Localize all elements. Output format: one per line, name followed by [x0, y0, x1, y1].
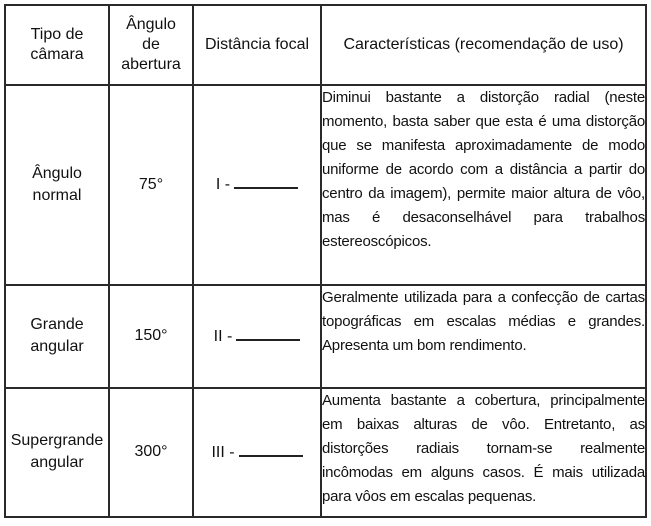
characteristics-text: Diminui bastante a distorção radial (neste momento, basta saber que esta é uma distorção que se manifesta aproximadamente de modo uniforme de acordo com a distância a partir do centro da imagem), permite maior altura de vôo, mas é desaconselhável para trabalhos estereoscópicos.	[322, 89, 645, 250]
header-opening-angle-text: Ângulo de abertura	[121, 16, 181, 73]
table-row	[5, 285, 646, 388]
camera-type-cell	[5, 285, 109, 388]
focal-distance-blank[interactable]	[236, 325, 300, 341]
opening-angle-text: 150°	[134, 327, 168, 345]
characteristics-cell	[321, 285, 646, 388]
focal-distance-cell	[193, 85, 321, 285]
header-camera-type	[5, 5, 109, 85]
camera-type-text: Supergrande angular	[10, 432, 104, 472]
characteristics-text: Geralmente utilizada para a confecção de cartas topográficas em escalas médias e grandes. Apresenta um bom rendimento.	[322, 288, 645, 354]
header-characteristics-text: Características (recomendação de uso)	[343, 36, 624, 53]
opening-angle-text: 75°	[138, 175, 164, 193]
focal-distance-cell	[193, 285, 321, 388]
table-row	[5, 388, 646, 517]
table-row	[5, 85, 646, 285]
focal-distance-label: II -	[213, 327, 233, 345]
focal-distance-cell	[193, 388, 321, 517]
camera-type-cell	[5, 388, 109, 517]
focal-distance-blank[interactable]	[234, 173, 298, 189]
header-opening-angle	[109, 5, 193, 85]
focal-distance-label: III -	[211, 443, 235, 461]
header-row	[5, 5, 646, 85]
characteristics-cell	[321, 85, 646, 285]
header-characteristics	[321, 5, 646, 85]
opening-angle-text: 300°	[134, 443, 168, 461]
header-camera-type-text: Tipo de câmara	[30, 26, 84, 63]
camera-types-table	[4, 4, 647, 518]
header-focal-distance-text: Distância focal	[204, 36, 310, 53]
characteristics-text: Aumenta bastante a cobertura, principalmente em baixas alturas de vôo. Entretanto, as distorções radiais tornam-se realmente incômodas em alguns casos. É mais utilizada para vôos em escalas pequenas.	[322, 391, 645, 505]
opening-angle-cell	[109, 388, 193, 517]
characteristics-cell	[321, 388, 646, 517]
camera-type-cell	[5, 85, 109, 285]
header-focal-distance	[193, 5, 321, 85]
focal-distance-blank[interactable]	[239, 441, 303, 457]
camera-type-text: Grande angular	[30, 316, 84, 356]
focal-distance-label: I -	[215, 176, 231, 194]
opening-angle-cell	[109, 285, 193, 388]
opening-angle-cell	[109, 85, 193, 285]
camera-type-text: Ângulo normal	[32, 164, 82, 204]
